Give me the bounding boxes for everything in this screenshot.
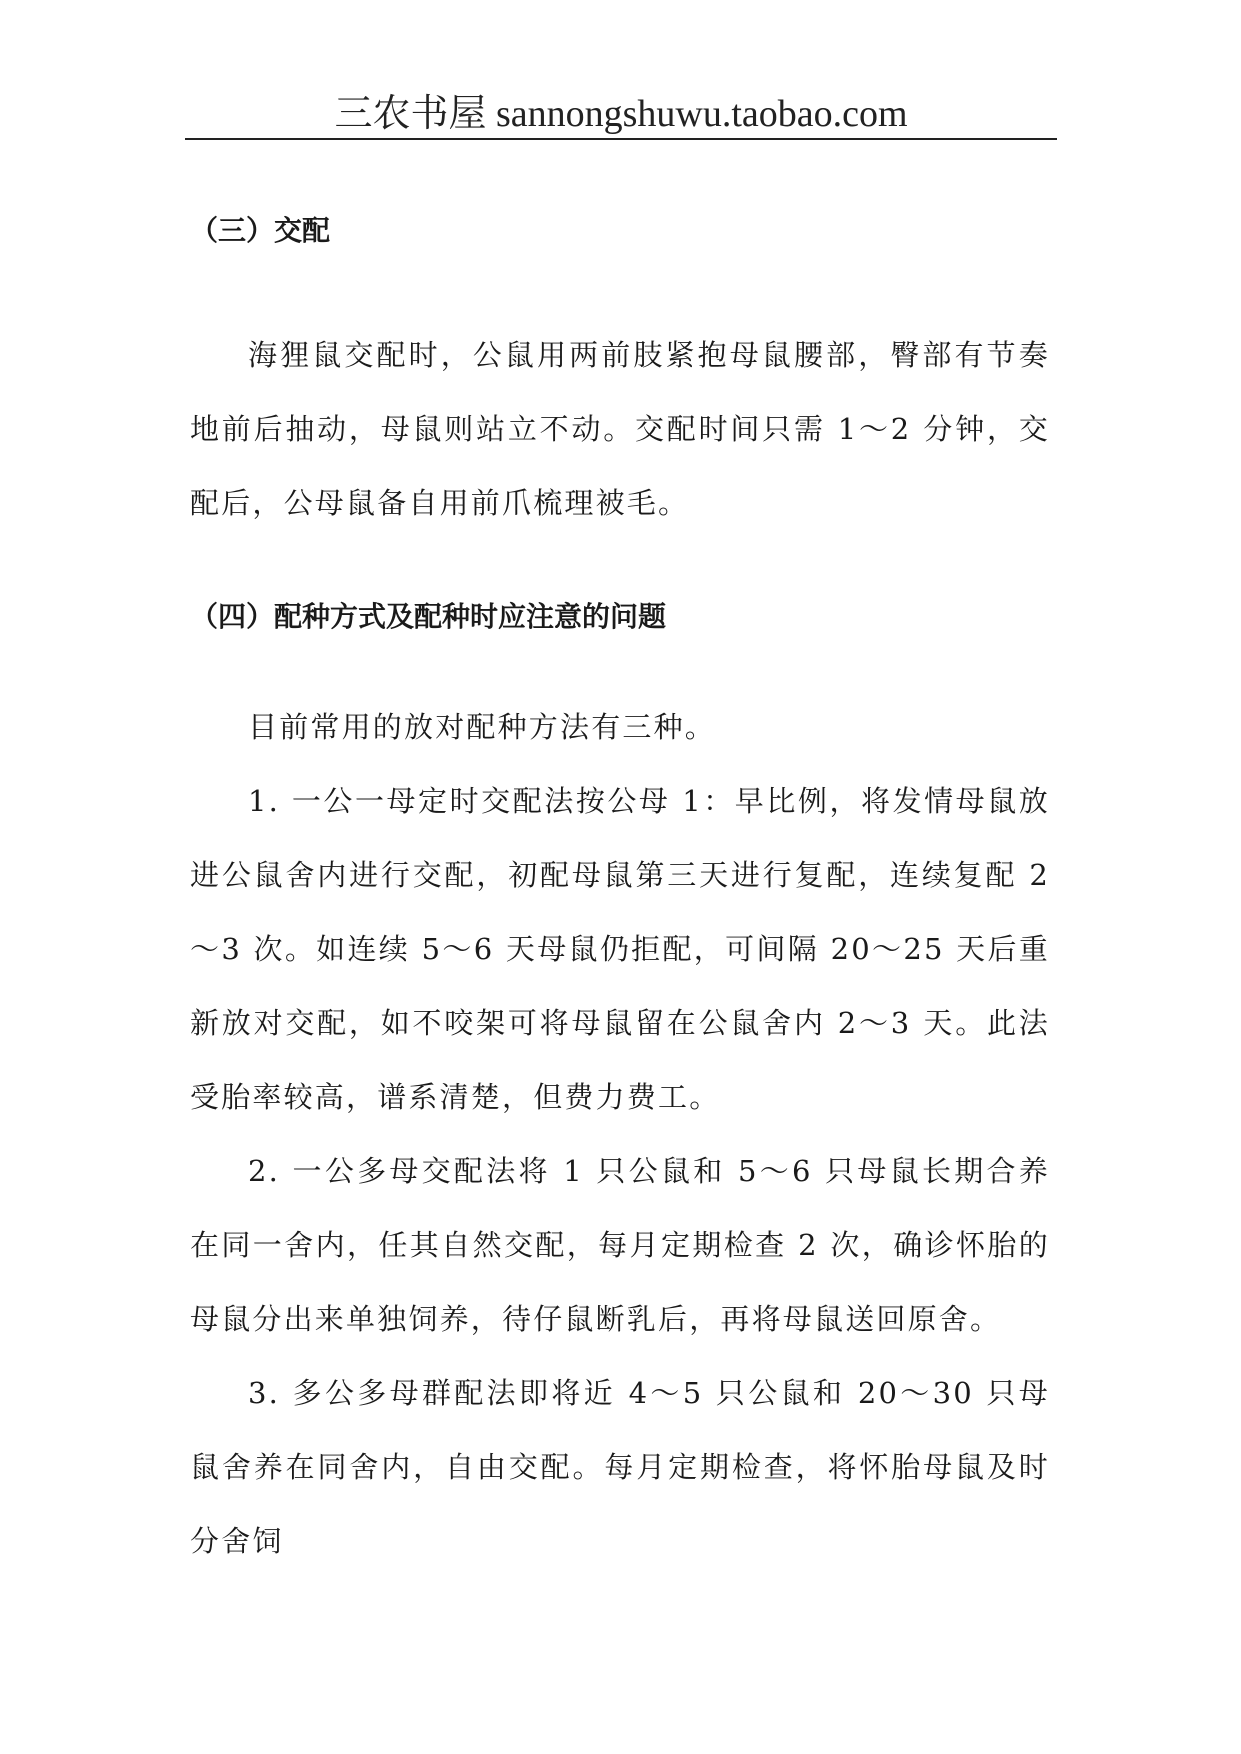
header-divider	[185, 138, 1057, 140]
page-header: 三农书屋 sannongshuwu.taobao.com	[334, 93, 908, 135]
paragraph-method-2: 2. 一公多母交配法将 1 只公鼠和 5～6 只母鼠长期合养在同一舍内，任其自然交配，每月定期检查 2 次，确诊怀胎的母鼠分出来单独饲养，待仔鼠断乳后，再将母鼠送回原舍。	[190, 1154, 1050, 1336]
paragraph-method-3: 3. 多公多母群配法即将近 4～5 只公鼠和 20～30 只母鼠舍养在同舍内，自由交配。每月定期检查，将怀胎母鼠及时分舍饲	[190, 1376, 1050, 1558]
paragraph-intro: 目前常用的放对配种方法有三种。	[248, 710, 717, 744]
spacer	[190, 264, 1050, 318]
spacer	[190, 650, 1050, 690]
section-heading-mating: （三）交配	[190, 214, 331, 247]
document-body	[190, 198, 1050, 1578]
spacer	[190, 540, 1050, 584]
paragraph-method-1: 1. 一公一母定时交配法按公母 1：早比例，将发情母鼠放进公鼠舍内进行交配，初配母鼠第三天进行复配，连续复配 2～3 次。如连续 5～6 天母鼠仍拒配，可间隔 20～25 天后重新放对交配，如不咬架可将母鼠留在公鼠舍内 2～3 天。此法受胎率较高，谱系清楚，但费力费工。	[190, 784, 1050, 1114]
paragraph-mating: 海狸鼠交配时，公鼠用两前肢紧抱母鼠腰部，臀部有节奏地前后抽动，母鼠则站立不动。交配时间只需 1～2 分钟，交配后，公母鼠备自用前爪梳理被毛。	[190, 338, 1050, 520]
section-heading-breeding-methods: （四）配种方式及配种时应注意的问题	[190, 600, 667, 633]
